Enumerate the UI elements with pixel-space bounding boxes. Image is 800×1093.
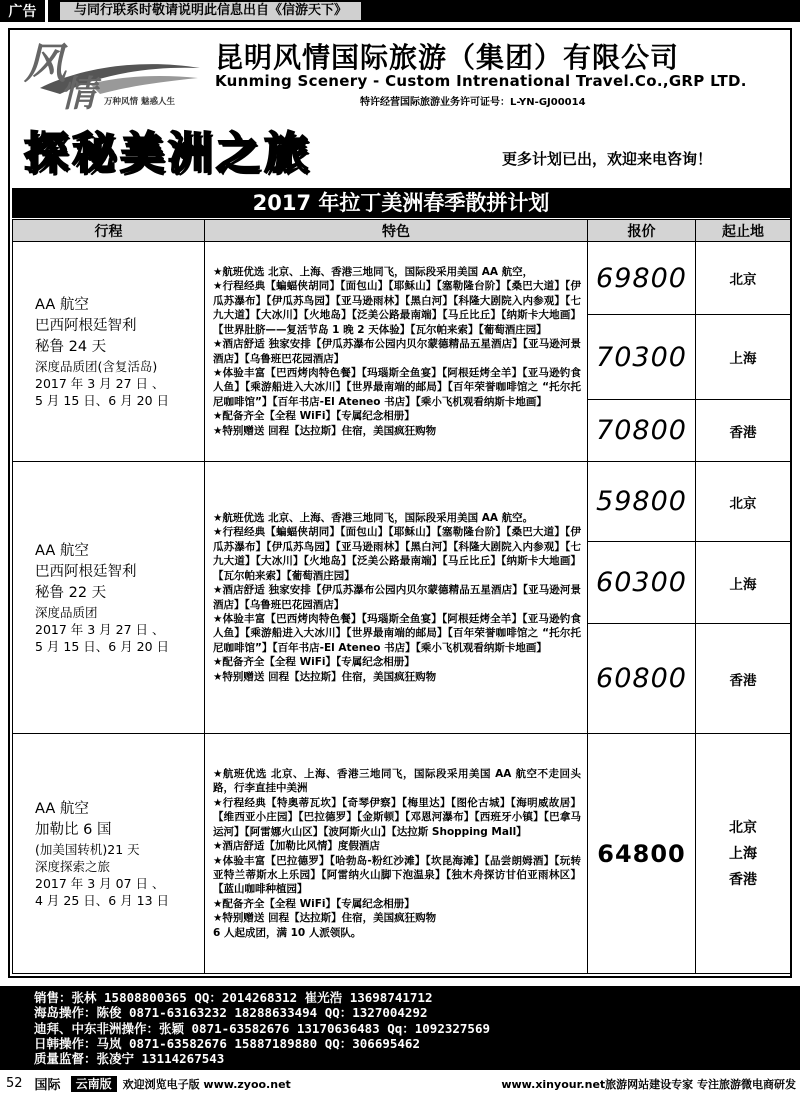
tour-2-price-beijing: 59800 [588,462,696,542]
tour-3-type: 深度探索之旅 [35,858,111,874]
tour-1-feature-sights: ★行程经典【蝙蝠侠胡同】【面包山】【耶稣山】【塞勒隆台阶】【桑巴大道】【伊瓜苏瀑布】【伊瓜苏鸟园】【亚马逊雨林】【黑白河】【科隆大剧院入内参观】【七九大道】【大冰川】【火地岛】【泛美公路最南端】【马丘比丘】【纳斯卡大地画】【世界肚脐——复活节岛 1 晚 2 天体验】【瓦尔帕来索】【葡萄酒庄园】 [213,280,581,336]
tour-2-type: 深度品质团 [35,604,98,620]
tour-2-city-beijing: 北京 [696,462,791,542]
headline-text: 探秘美洲之旅 [24,128,312,179]
company-name-en: Kunming Scenery - Custom Intrenational Travel.Co.,GRP LTD. [215,72,747,90]
tour-3-price: 64800 [588,734,696,974]
tour-table [12,219,791,974]
tour-2-itinerary [13,462,205,734]
tour-3-city-hongkong: 香港 [729,871,757,888]
source-notice: 与同行联系时敬请说明此信息出自《信游天下》 [60,2,361,20]
tour-1-feature-gift: ★特别赠送 回程【达拉斯】住宿，美国疯狂购物 [213,424,437,437]
license-number: 特许经营国际旅游业务许可证号：L-YN-GJ00014 [360,97,586,108]
tour-3-dates-1: 2017 年 3 月 07 日 、 [35,875,165,891]
tour-3-countries: 加勒比 6 国 [35,821,112,838]
tour-1-price-shanghai: 70300 [588,315,696,400]
section-label: 国际 [34,1078,61,1093]
logo-slogan: 万种风情 魅惑人生 [104,97,175,107]
tour-2-feature-equipment: ★配备齐全【全程 WiFi】【专属纪念相册】 [213,656,415,669]
tour-3-feature-hotel: ★酒店舒适【加勒比风情】度假酒店 [213,840,380,853]
tour-3-feature-flight: ★航班优选 北京、上海、香港三地同飞，国际段采用美国 AA 航空不走回头路，行李直挂中美洲 [213,768,581,795]
company-logo-icon [20,38,205,110]
page-number: 52 [6,1076,23,1091]
edition-badge: 云南版 [71,1076,117,1092]
tour-2-dates-2: 5 月 15 日、6 月 20 日 [35,638,170,654]
tour-3-duration: (加美国转机)21 天 [35,841,140,857]
table-row [13,734,791,974]
tour-1-feature-equipment: ★配备齐全【全程 WiFi】【专属纪念相册】 [213,410,415,423]
tour-1-price-hongkong: 70800 [588,400,696,462]
logo-char-2: 情 [60,73,97,110]
contact-sales: 销售：张林 15808800365 QQ：2014268312 崔光浩 13698741712 [34,990,433,1005]
contact-block [0,986,800,1070]
table-row [13,462,791,542]
tour-3-dates-2: 4 月 25 日、6 月 13 日 [35,892,170,908]
tour-1-city-hongkong: 香港 [696,400,791,462]
headline-banner [24,118,424,180]
footer-right-text: www.xinyour.net旅游网站建设专家 专注旅游微电商研发 [501,1077,796,1091]
tour-1-price-beijing: 69800 [588,242,696,315]
tour-2-feature-experience: ★体验丰富【巴西烤肉特色餐】【玛瑙斯全鱼宴】【阿根廷烤全羊】【亚马逊钓食人鱼】【乘游船进入大冰川】【世界最南端的邮局】【百年荣誉咖啡馆之 “托尔托尼咖啡馆”】【百年书店-El Ateneo 书店】【乘小飞机观看纳斯卡地画】 [213,612,581,654]
footer-left-text: 欢迎浏览电子版 www.zyoo.net [122,1077,291,1091]
tour-3-feature-group-size: 6 人起成团，满 10 人派领队。 [213,926,362,939]
tour-2-duration: 秘鲁 22 天 [35,584,107,601]
tour-1-itinerary [13,242,205,462]
tour-1-feature-flight: ★航班优选 北京、上海、香港三地同飞，国际段采用美国 AA 航空， [213,266,534,279]
company-name-cn: 昆明风情国际旅游（集团）有限公司 [215,41,680,74]
top-banner [0,0,800,22]
header-departure: 起止地 [696,220,791,242]
contact-japan-korea: 日韩操作：马岚 0871-63582676 15887189880 QQ：306695462 [34,1035,420,1051]
tour-2-countries: 巴西阿根廷智利 [35,563,137,580]
tour-1-city-shanghai: 上海 [696,315,791,400]
tour-1-city-beijing: 北京 [696,242,791,315]
tour-2-city-hongkong: 香港 [696,624,791,734]
contact-dubai: 迪拜、中东非洲操作：张颖 0871-63582676 13170636483 Qq：1092327569 [34,1020,491,1036]
tour-2-feature-gift: ★特别赠送 回程【达拉斯】住宿，美国疯狂购物 [213,670,437,683]
tour-3-airline: AA 航空 [35,800,89,817]
tour-1-countries: 巴西阿根廷智利 [35,317,137,334]
tour-2-price-hongkong: 60800 [588,624,696,734]
tour-3-cities [696,734,791,974]
tour-1-features [205,242,588,462]
tour-1-dates-1: 2017 年 3 月 27 日 、 [35,375,165,391]
tour-3-features [205,734,588,974]
page-footer [0,1074,800,1093]
contact-island: 海岛操作：陈俊 0871-63163232 18288633494 QQ：1327004292 [34,1005,428,1021]
ad-label: 广告 [0,0,48,22]
tour-3-city-shanghai: 上海 [729,845,757,862]
tour-3-feature-gift: ★特别赠送 回程【达拉斯】住宿，美国疯狂购物 [213,912,437,925]
advert-frame [8,28,792,978]
tour-2-feature-flight: ★航班优选 北京、上海、香港三地同飞，国际段采用美国 AA 航空。 [213,512,534,525]
table-header-row [13,220,791,242]
logo-char-1: 风 [24,39,67,88]
table-row [13,242,791,315]
tour-2-feature-sights: ★行程经典【蝙蝠侠胡同】【面包山】【耶稣山】【塞勒隆台阶】【桑巴大道】【伊瓜苏瀑布】【伊瓜苏鸟园】【亚马逊雨林】【黑白河】【科隆大剧院入内参观】【七九大道】【大冰川】【火地岛】【泛美公路最南端】【马丘比丘】【纳斯卡大地画】【瓦尔帕来索】【葡萄酒庄园】 [213,526,581,582]
tour-2-city-shanghai: 上海 [696,542,791,624]
tour-1-feature-hotel: ★酒店舒适 独家安排【伊瓜苏瀑布公园内贝尔蒙德精品五星酒店】【亚马逊河景酒店】【乌鲁班巴花园酒店】 [213,338,581,365]
plan-title: 2017 年拉丁美洲春季散拼计划 [12,188,790,218]
tour-1-type: 深度品质团(含复活岛) [35,358,158,374]
tour-3-feature-sights: ★行程经典【特奥蒂瓦坎】【奇琴伊察】【梅里达】【图伦古城】【海明威故居】【维西亚小庄园】【巴拉德罗】【金斯顿】【邓恩河瀑布】【西班牙小镇】【巴拿马运河】【阿雷娜火山区】【波阿斯火山】【达拉斯 Shopping Mall】 [213,796,581,838]
header-itinerary: 行程 [13,220,205,242]
tour-1-duration: 秘鲁 24 天 [35,338,107,355]
tour-3-feature-experience: ★体验丰富【巴拉德罗】【哈勃岛-粉红沙滩】【坎昆海滩】【品尝朗姆酒】【玩转亚特兰蒂斯水上乐园】【阿雷纳火山脚下泡温泉】【独木舟探访甘伯亚雨林区】【蓝山咖啡种植园】 [213,854,581,896]
tour-3-city-beijing: 北京 [729,819,757,836]
tour-2-price-shanghai: 60300 [588,542,696,624]
tour-3-itinerary [13,734,205,974]
tour-3-feature-equipment: ★配备齐全【全程 WiFi】【专属纪念相册】 [213,897,415,910]
tour-2-airline: AA 航空 [35,542,89,559]
more-plans-note: 更多计划已出，欢迎来电咨询！ [502,150,713,168]
tour-1-dates-2: 5 月 15 日、6 月 20 日 [35,392,170,408]
contact-quality: 质量监督：张凌宁 13114267543 [34,1051,225,1067]
tour-2-feature-hotel: ★酒店舒适 独家安排【伊瓜苏瀑布公园内贝尔蒙德精品五星酒店】【亚马逊河景酒店】【乌鲁班巴花园酒店】 [213,584,581,611]
tour-2-features [205,462,588,734]
tour-1-airline: AA 航空 [35,296,89,313]
header-features: 特色 [205,220,588,242]
tour-2-dates-1: 2017 年 3 月 27 日 、 [35,621,165,637]
tour-1-feature-experience: ★体验丰富【巴西烤肉特色餐】【玛瑙斯全鱼宴】【阿根廷烤全羊】【亚马逊钓食人鱼】【乘游船进入大冰川】【世界最南端的邮局】【百年荣誉咖啡馆之 “托尔托尼咖啡馆”】【百年书店-El Ateneo 书店】【乘小飞机观看纳斯卡地画】 [213,366,581,408]
header-price: 报价 [588,220,696,242]
